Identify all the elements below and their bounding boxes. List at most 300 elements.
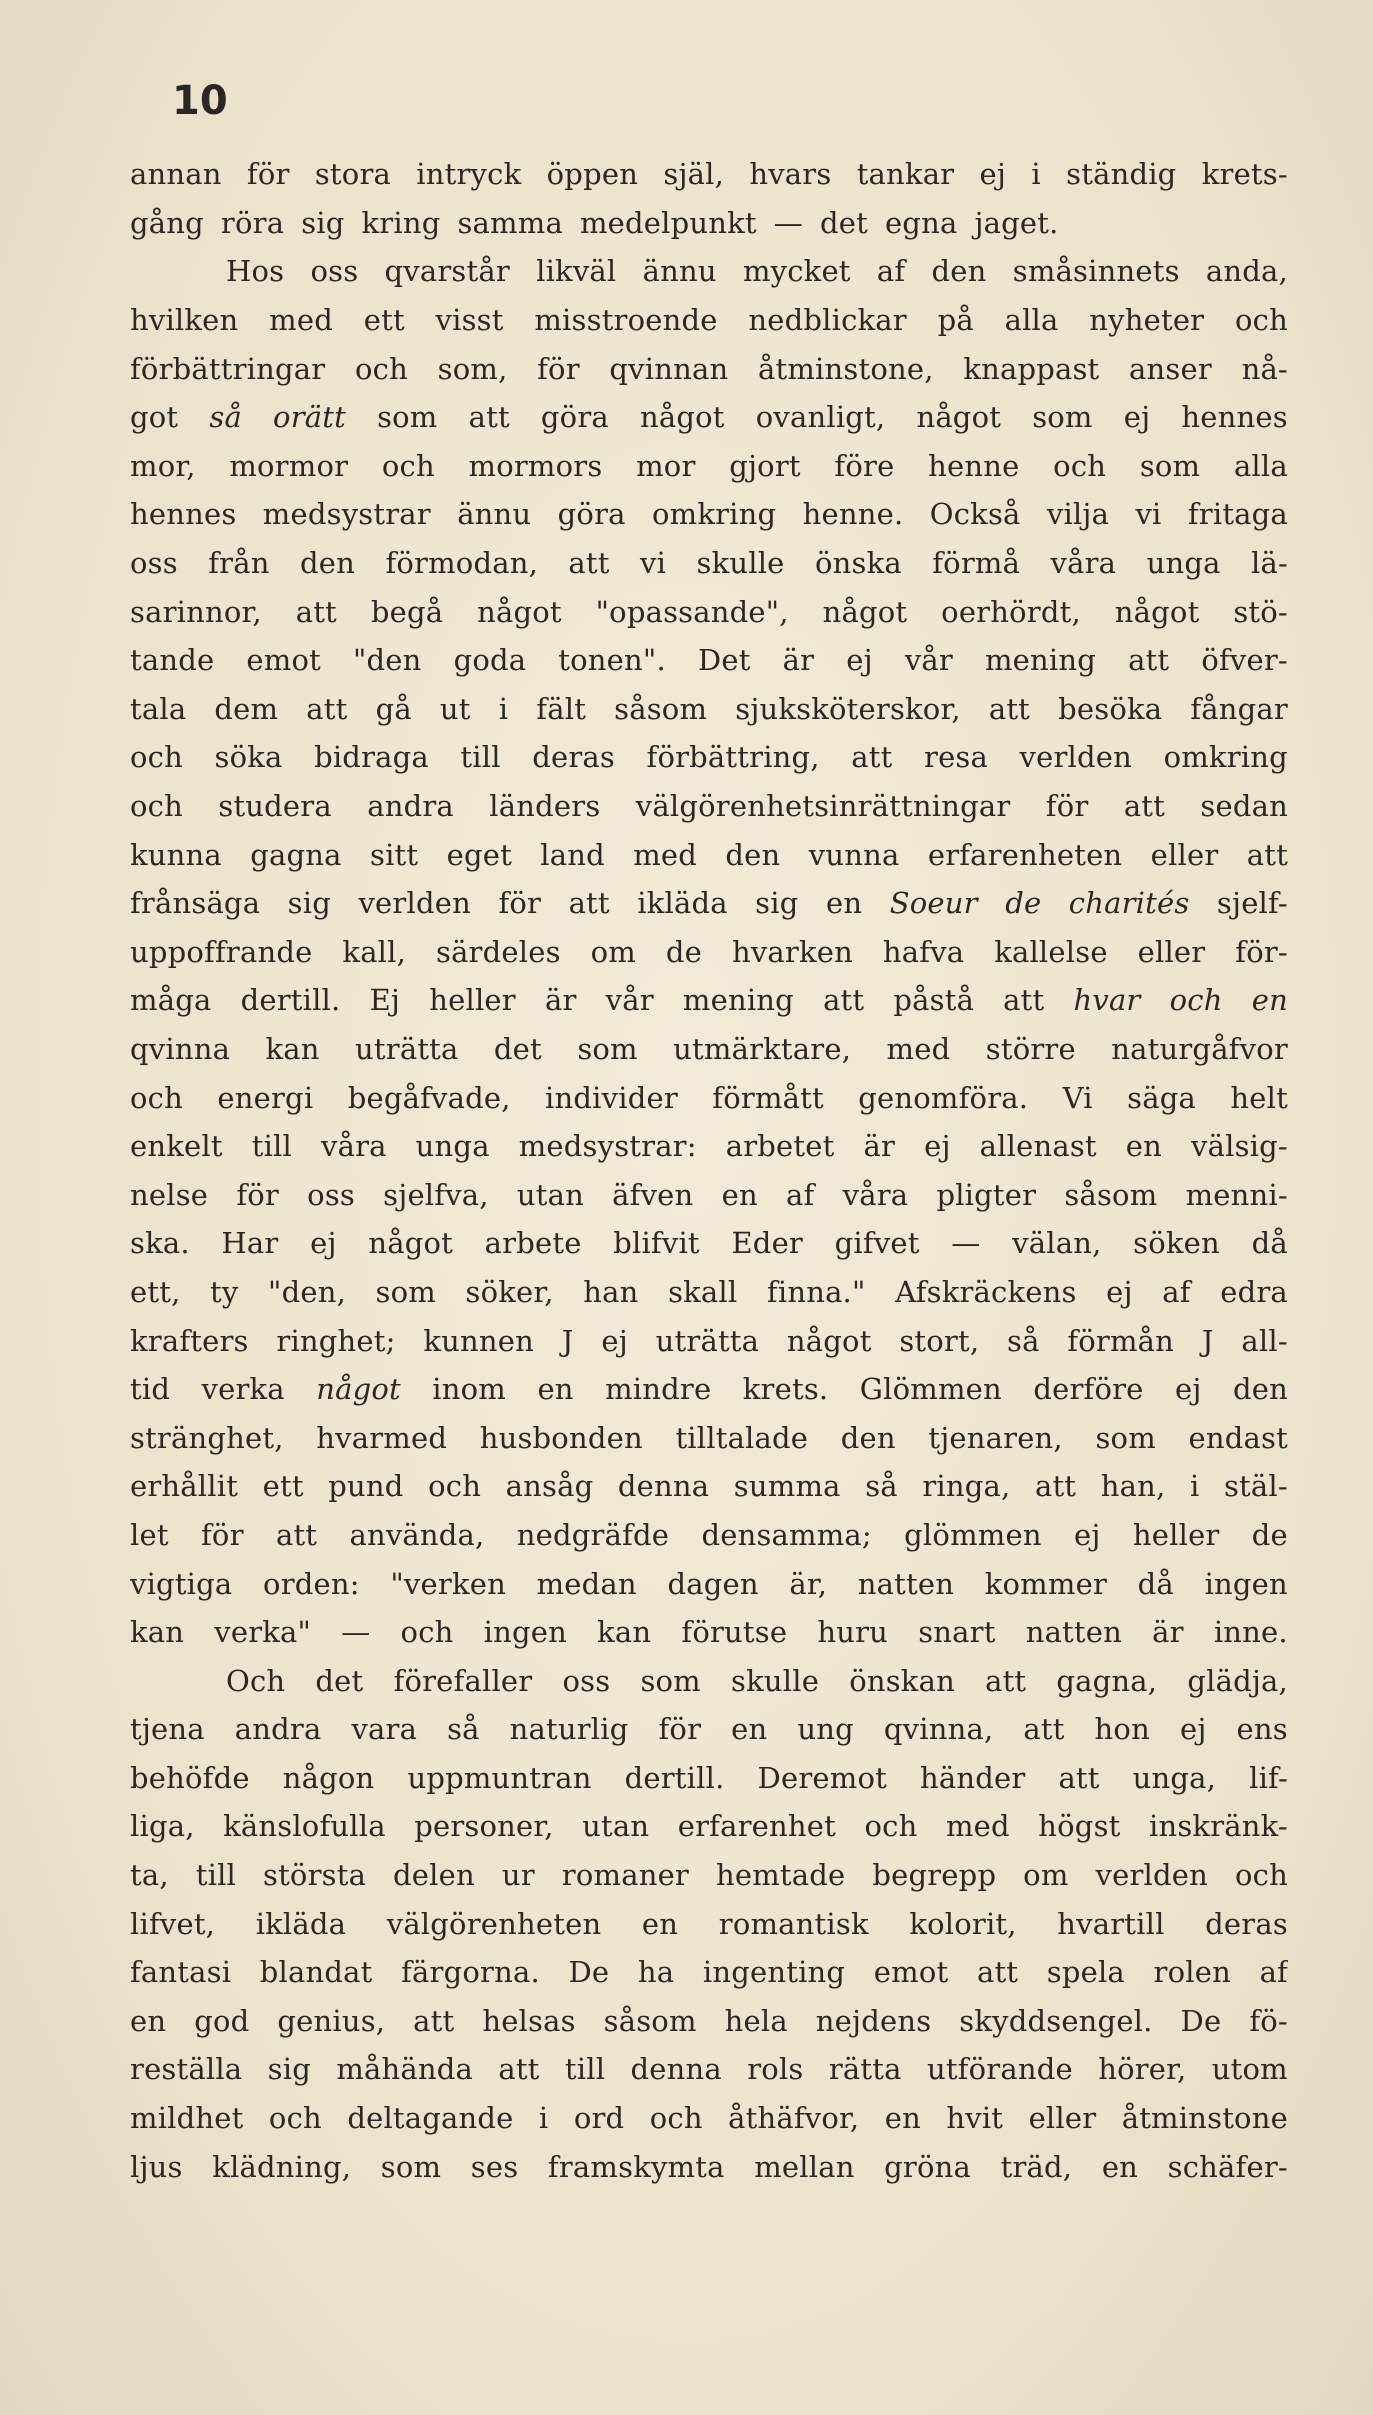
word: för	[201, 1517, 244, 1552]
word: fält	[536, 691, 587, 726]
word: ut	[439, 691, 471, 726]
word: för	[498, 886, 542, 921]
word: småsinnets	[1012, 254, 1180, 289]
word: att	[295, 594, 337, 629]
word: denna	[617, 1469, 710, 1504]
word: ett,	[130, 1274, 181, 1309]
word: vår	[605, 983, 654, 1018]
text-line	[130, 199, 1288, 248]
word: gång	[130, 205, 204, 240]
word: måhända	[336, 2052, 473, 2087]
word: gagna,	[1056, 1663, 1158, 1698]
word: natten	[1025, 1615, 1123, 1650]
word: det	[819, 205, 868, 240]
word: delen	[393, 1858, 475, 1893]
word: de	[1005, 886, 1042, 921]
word: ur	[501, 1858, 535, 1893]
word: fritaga	[1187, 497, 1288, 532]
text-line	[130, 1802, 1288, 1851]
word: ej	[846, 643, 873, 678]
word: mening	[984, 643, 1097, 678]
word: åtminstone,	[758, 351, 934, 386]
word: ej	[1074, 1517, 1101, 1552]
word: ännu	[457, 497, 532, 532]
word: mormor	[229, 448, 349, 483]
word: ung	[797, 1712, 854, 1747]
word: De	[1180, 2003, 1222, 2038]
page-number: 10	[172, 78, 228, 124]
word: något	[822, 594, 908, 629]
word: ingen	[1204, 1566, 1288, 1601]
word: utan	[582, 1809, 650, 1844]
word: den	[725, 837, 781, 872]
word: förbättring,	[646, 740, 820, 775]
word: till	[251, 1129, 292, 1164]
word: söka	[214, 740, 283, 775]
word: och	[1169, 983, 1223, 1018]
word: "den	[353, 643, 422, 678]
word: Också	[929, 497, 1021, 532]
word: qvinna	[130, 1031, 231, 1066]
word: bidraga	[314, 740, 429, 775]
word: och	[864, 1809, 918, 1844]
word: för	[537, 351, 580, 386]
word: som	[640, 1663, 701, 1698]
word: kunnen	[423, 1323, 535, 1358]
word: att	[568, 886, 610, 921]
text-line	[130, 1365, 1288, 1414]
word: röra	[220, 205, 285, 240]
word: en	[1125, 1129, 1163, 1164]
word: tid	[130, 1372, 171, 1407]
word: tankar	[856, 157, 955, 192]
word: i	[1189, 1469, 1200, 1504]
word: intryck	[416, 157, 522, 192]
text-line	[130, 733, 1288, 782]
word: för	[236, 1177, 279, 1212]
word: att	[1023, 1712, 1065, 1747]
word: hafva	[882, 934, 965, 969]
word: inne.	[1213, 1615, 1288, 1650]
word: schäfer-	[1167, 2149, 1288, 2184]
word: naturgåfvor	[1111, 1031, 1288, 1066]
word: verka"	[214, 1615, 312, 1650]
word: mycket	[742, 254, 851, 289]
word: vi	[640, 546, 667, 581]
word: gröna	[884, 2149, 972, 2184]
word: husbonden	[479, 1420, 643, 1455]
word: utmärktare,	[673, 1031, 852, 1066]
word: att	[985, 1663, 1027, 1698]
word: genomföra.	[858, 1080, 1029, 1115]
word: inskränk-	[1149, 1809, 1288, 1844]
word: mor,	[130, 448, 196, 483]
word: är	[1152, 1615, 1184, 1650]
word: romantisk	[718, 1906, 869, 1941]
word: ej	[601, 1323, 628, 1358]
word: af	[876, 254, 906, 289]
text-line	[130, 1073, 1288, 1122]
word: högst	[1038, 1809, 1121, 1844]
text-line	[130, 1948, 1288, 1997]
word: händer	[919, 1760, 1026, 1795]
word: heller	[429, 983, 516, 1018]
word: sitt	[369, 837, 419, 872]
word: framskymta	[547, 2149, 725, 2184]
word: snart	[918, 1615, 996, 1650]
word: kring	[361, 205, 441, 240]
word: med	[633, 837, 698, 872]
word: så	[209, 400, 242, 435]
word: orden:	[263, 1566, 360, 1601]
word: resa	[924, 740, 988, 775]
word: gagna	[250, 837, 342, 872]
word: att	[1246, 837, 1288, 872]
word: vilja	[1046, 497, 1110, 532]
word: eller	[1150, 837, 1219, 872]
word: goda	[453, 643, 527, 678]
word: kommer	[984, 1566, 1108, 1601]
word: i	[1031, 157, 1041, 192]
word: hvit	[946, 2101, 1004, 2136]
word: är	[544, 983, 577, 1018]
word: De	[568, 1955, 610, 1990]
word: henne	[928, 448, 1020, 483]
word: vara	[351, 1712, 418, 1747]
word: den	[840, 1420, 896, 1455]
word: unga,	[1132, 1760, 1217, 1795]
word: före	[834, 448, 895, 483]
word: en	[884, 2101, 921, 2136]
word: —	[773, 205, 803, 240]
text-line	[130, 636, 1288, 685]
word: såsom	[603, 2003, 697, 2038]
word: att	[1034, 1469, 1077, 1504]
text-line	[130, 1219, 1288, 1268]
word: så	[1007, 1323, 1040, 1358]
word: anda,	[1205, 254, 1288, 289]
word: denna	[630, 2052, 722, 2087]
word: sjelfva,	[383, 1177, 489, 1212]
word: ej	[1179, 1712, 1207, 1747]
word: charités	[1068, 886, 1190, 921]
word: stö-	[1233, 594, 1288, 629]
word: andra	[367, 789, 454, 824]
word: pund	[328, 1469, 404, 1504]
text-line	[130, 928, 1288, 977]
word: kan	[597, 1615, 652, 1650]
word: blandat	[259, 1955, 373, 1990]
text-line	[130, 344, 1288, 393]
word: kunna	[130, 837, 222, 872]
text-line	[130, 442, 1288, 491]
text-line	[130, 1851, 1288, 1900]
word: andra	[234, 1712, 322, 1747]
word: besöka	[1058, 691, 1163, 726]
word: känslofulla	[223, 1809, 386, 1844]
word: qvinnan	[609, 351, 729, 386]
word: skall	[668, 1274, 738, 1309]
text-line	[130, 1608, 1288, 1657]
word: träd,	[1000, 2149, 1073, 2184]
text-line	[130, 2045, 1288, 2094]
word: studera	[218, 789, 332, 824]
word: större	[985, 1031, 1076, 1066]
word: särdeles	[435, 934, 561, 969]
word: är,	[789, 1566, 828, 1601]
word: nelse	[130, 1177, 209, 1212]
word: all-	[1241, 1323, 1288, 1358]
text-line	[130, 2094, 1288, 2143]
word: J	[1201, 1323, 1214, 1358]
word: sarinnor,	[130, 594, 262, 629]
word: öppen	[546, 157, 639, 192]
word: förmån	[1067, 1323, 1175, 1358]
word: gifvet	[834, 1226, 920, 1261]
word: personer,	[414, 1809, 554, 1844]
word: got	[130, 400, 179, 435]
word: kolorit,	[909, 1906, 1017, 1941]
word: från	[208, 546, 270, 581]
word: förbättringar	[130, 351, 326, 386]
word: ljus	[130, 2149, 183, 2184]
word: söker,	[465, 1274, 554, 1309]
word: Glömmen	[859, 1372, 1002, 1407]
word: själ,	[663, 157, 725, 192]
word: han	[583, 1274, 639, 1309]
word: likväl	[536, 254, 617, 289]
word: krets-	[1201, 157, 1288, 192]
word: sig	[755, 886, 799, 921]
word: att	[851, 740, 893, 775]
word: unga	[415, 1129, 490, 1164]
word: tjena	[130, 1712, 205, 1747]
text-line	[130, 1170, 1288, 1219]
word: ringa,	[922, 1469, 1011, 1504]
word: oss	[562, 1663, 611, 1698]
word: mor	[636, 448, 696, 483]
word: ta,	[130, 1858, 169, 1893]
word: egna	[884, 205, 958, 240]
word: utom	[1211, 2052, 1288, 2087]
word: med	[886, 1031, 951, 1066]
word: menni-	[1185, 1177, 1288, 1212]
word: erfarenhet	[677, 1809, 836, 1844]
text-line	[130, 393, 1288, 442]
word: let	[130, 1517, 169, 1552]
word: förmodan,	[385, 546, 539, 581]
word: de	[665, 934, 703, 969]
body-text	[130, 150, 1288, 2191]
text-line	[130, 1656, 1288, 1705]
word: och	[130, 740, 183, 775]
word: Afskräckens	[895, 1274, 1077, 1309]
word: kall,	[342, 934, 407, 969]
word: begrepp	[872, 1858, 997, 1893]
word: eller	[1137, 934, 1206, 969]
word: krafters	[130, 1323, 249, 1358]
word: något	[1114, 594, 1200, 629]
word: ej	[924, 1129, 951, 1164]
word: frånsäga	[130, 886, 261, 921]
word: huru	[817, 1615, 889, 1650]
word: alla	[1233, 448, 1288, 483]
word: begåfvade,	[347, 1080, 511, 1115]
word: såsom	[1064, 1177, 1158, 1212]
word: genius,	[277, 2003, 386, 2038]
word: alla	[1004, 303, 1059, 338]
word: välsig-	[1191, 1129, 1288, 1164]
word: verlden	[358, 886, 471, 921]
word: det	[315, 1663, 364, 1698]
word: och	[649, 2101, 703, 2136]
word: så	[865, 1469, 898, 1504]
word: största	[262, 1858, 367, 1893]
word: använda,	[349, 1517, 485, 1552]
word: att	[988, 691, 1031, 726]
word: mellan	[754, 2149, 855, 2184]
word: jaget.	[974, 205, 1059, 240]
word: rols	[747, 2052, 804, 2087]
text-line	[130, 976, 1288, 1025]
word: något	[368, 1226, 453, 1261]
word: och	[381, 448, 435, 483]
word: vi	[1135, 497, 1162, 532]
word: till	[460, 740, 501, 775]
word: Har	[221, 1226, 279, 1261]
word: som	[1095, 1420, 1156, 1455]
word: deltagande	[347, 2101, 514, 2136]
word: förefaller	[393, 1663, 533, 1698]
word: af	[786, 1177, 815, 1212]
word: att	[468, 400, 510, 435]
word: qvinna,	[883, 1712, 994, 1747]
word: hvilken	[130, 303, 239, 338]
word: individer	[545, 1080, 678, 1115]
word: energi	[217, 1080, 314, 1115]
word: helsas	[482, 2003, 576, 2038]
word: öfver-	[1201, 643, 1288, 678]
word: hennes	[1181, 400, 1288, 435]
word: allenast	[979, 1129, 1097, 1164]
word: som,	[437, 351, 508, 386]
word: våra	[842, 1177, 909, 1212]
text-line	[130, 1899, 1288, 1948]
word: tande	[130, 643, 215, 678]
text-line	[130, 539, 1288, 588]
word: och	[428, 1469, 482, 1504]
word: edra	[1220, 1274, 1288, 1309]
word: en	[130, 2003, 167, 2038]
word: ikläda	[637, 886, 728, 921]
word: så	[447, 1712, 480, 1747]
word: tjenaren,	[928, 1420, 1063, 1455]
word: vigtiga	[130, 1566, 233, 1601]
word: för-	[1235, 934, 1288, 969]
word: sjuksköterskor,	[735, 691, 961, 726]
word: för	[246, 157, 290, 192]
word: hemtade	[715, 1858, 846, 1893]
word: nedgräfde	[516, 1517, 670, 1552]
word: stäl-	[1223, 1469, 1288, 1504]
word: glömmen	[904, 1517, 1042, 1552]
word: och	[1053, 448, 1107, 483]
word: nyheter	[1089, 303, 1205, 338]
word: som	[380, 2149, 442, 2184]
word: tala	[130, 691, 187, 726]
word: begå	[370, 594, 444, 629]
word: en	[641, 1906, 679, 1941]
word: som	[377, 400, 438, 435]
word: erfarenheten	[927, 837, 1123, 872]
word: han,	[1100, 1469, 1166, 1504]
word: mening	[682, 983, 794, 1018]
word: orätt	[273, 400, 346, 435]
word: romaner	[561, 1858, 689, 1893]
word: på	[937, 303, 974, 338]
word: är	[863, 1129, 896, 1164]
word: söken	[1133, 1226, 1220, 1261]
word: "opassande",	[595, 594, 789, 629]
word: att	[275, 1517, 318, 1552]
word: ses	[470, 2149, 519, 2184]
word: till	[564, 2052, 606, 2087]
text-line	[130, 150, 1288, 199]
word: "den,	[268, 1274, 346, 1309]
word: uppoffrande	[130, 934, 313, 969]
word: i	[498, 691, 509, 726]
word: krets.	[742, 1372, 829, 1407]
word: med	[945, 1809, 1010, 1844]
word: i	[538, 2101, 549, 2136]
word: dertill.	[624, 1760, 725, 1795]
word: en	[721, 1177, 758, 1212]
word: ännu	[642, 254, 717, 289]
word: är	[782, 643, 815, 678]
word: nejdens	[815, 2003, 932, 2038]
word: ej	[1106, 1274, 1133, 1309]
word: hvars	[749, 157, 832, 192]
word: något	[639, 400, 725, 435]
word: utförande	[926, 2052, 1073, 2087]
word: att	[568, 546, 610, 581]
word: något	[316, 1372, 401, 1407]
word: qvarstår	[384, 254, 510, 289]
word: att	[976, 1955, 1019, 1990]
word: något	[477, 594, 562, 629]
word: tonen".	[558, 643, 666, 678]
word: de	[1251, 1517, 1288, 1552]
word: af	[1162, 1274, 1191, 1309]
word: sjelf-	[1216, 886, 1288, 921]
text-line	[130, 1754, 1288, 1803]
word: ord	[573, 2101, 625, 2136]
text-line	[130, 247, 1288, 296]
word: dem	[214, 691, 279, 726]
word: skyddsengel.	[959, 2003, 1153, 2038]
word: ikläda	[255, 1906, 347, 1941]
word: gå	[375, 691, 412, 726]
word: göra	[557, 497, 626, 532]
word: oss	[307, 1177, 355, 1212]
word: ska.	[130, 1226, 190, 1261]
word: annan	[130, 157, 222, 192]
word: Ej	[369, 983, 401, 1018]
word: den	[931, 254, 987, 289]
word: förmått	[712, 1080, 824, 1115]
word: omkring	[651, 497, 777, 532]
word: oerhördt,	[941, 594, 1081, 629]
